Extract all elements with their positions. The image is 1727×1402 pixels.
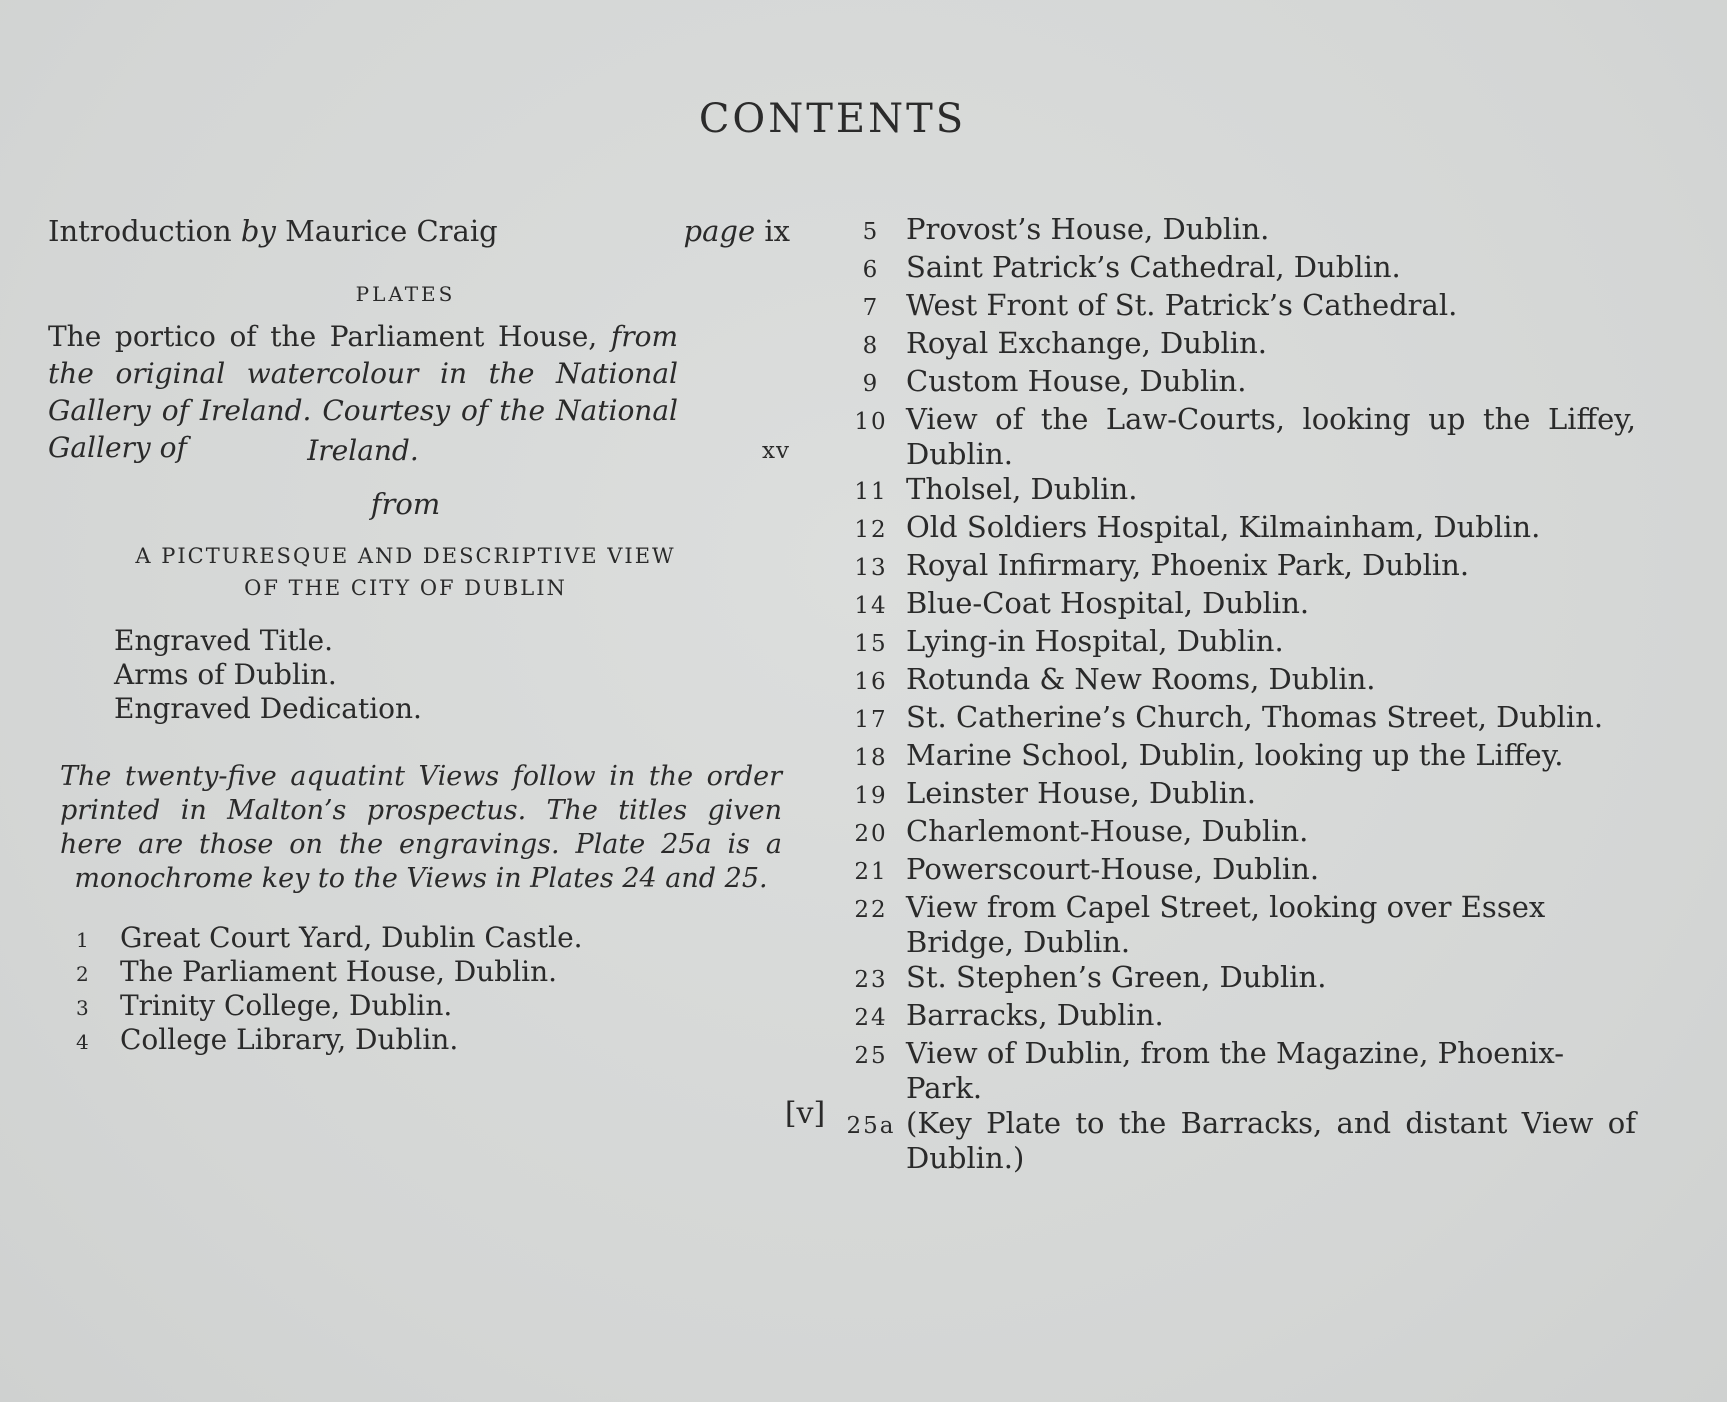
- plate-entry: [836, 548, 1636, 586]
- plate-title: Saint Patrick’s Cathedral, Dublin.: [906, 250, 1401, 284]
- plate-number: 1: [76, 928, 89, 952]
- plate-title: St. Stephen’s Green, Dublin.: [906, 960, 1327, 994]
- plate-number: 11: [854, 479, 888, 505]
- plate-title: Royal Infirmary, Phoenix Park, Dublin.: [906, 548, 1470, 582]
- plate-entry: [836, 662, 1636, 700]
- plate-title: Great Court Yard, Dublin Castle.: [120, 921, 583, 954]
- from-label: from: [370, 487, 441, 521]
- series-title: [48, 540, 763, 604]
- plate-title: Trinity College, Dublin.: [120, 989, 453, 1022]
- plate-number: 7: [862, 295, 880, 321]
- plates-list-left: [76, 922, 583, 1058]
- plate-number: 12: [854, 517, 888, 543]
- plate-title: Charlemont-House, Dublin.: [906, 814, 1309, 848]
- plate-entry: [836, 212, 1636, 250]
- plate-title: Custom House, Dublin.: [906, 364, 1247, 398]
- plate-entry: [836, 852, 1636, 890]
- plate-entry: [76, 990, 583, 1024]
- plate-entry: [836, 586, 1636, 624]
- intro-page-number: ix: [764, 214, 790, 248]
- plate-number: 19: [854, 783, 888, 809]
- plate-title: (Key Plate to the Barracks, and distant View of Dublin.): [906, 1106, 1636, 1175]
- plate-number: 6: [862, 257, 880, 283]
- plate-number: 13: [854, 555, 888, 581]
- plate-entry: [836, 402, 1636, 472]
- plate-entry: [836, 960, 1636, 998]
- frontispiece-credit-end: Ireland.: [307, 434, 419, 467]
- plate-number: 4: [76, 1030, 89, 1054]
- introduction-entry: [48, 214, 790, 248]
- plate-number: 24: [854, 1005, 888, 1031]
- plate-number: 20: [854, 821, 888, 847]
- plate-entry: [836, 364, 1636, 402]
- plate-number: 9: [862, 371, 880, 397]
- plate-number: 17: [854, 707, 888, 733]
- series-title-line-2: OF THE CITY OF DUBLIN: [244, 576, 567, 600]
- plate-entry: [836, 998, 1636, 1036]
- plate-title: View from Capel Street, looking over Essex Bridge, Dublin.: [906, 890, 1546, 959]
- plate-title: Leinster House, Dublin.: [906, 776, 1256, 810]
- plate-title: Rotunda & New Rooms, Dublin.: [906, 662, 1376, 696]
- plate-number: 10: [854, 409, 888, 435]
- prelim-item: Engraved Dedication.: [114, 692, 422, 725]
- prelims-list: [114, 624, 422, 726]
- plate-number: 3: [76, 996, 89, 1020]
- plate-entry: [836, 326, 1636, 364]
- plate-entry: [836, 472, 1636, 510]
- plate-title: View of Dublin, from the Magazine, Phoenix-Park.: [906, 1036, 1565, 1105]
- plate-entry: [836, 700, 1636, 738]
- plate-number: 5: [862, 219, 880, 245]
- page-word: page: [683, 214, 756, 248]
- plate-number: 14: [854, 593, 888, 619]
- plate-title: View of the Law-Courts, looking up the Liffey, Dublin.: [906, 402, 1636, 471]
- plate-title: Powerscourt-House, Dublin.: [906, 852, 1320, 886]
- plate-number: 25: [854, 1043, 888, 1069]
- plate-title: St. Catherine’s Church, Thomas Street, Dublin.: [906, 700, 1604, 734]
- plate-title: West Front of St. Patrick’s Cathedral.: [906, 288, 1458, 322]
- plate-title: Barracks, Dublin.: [906, 998, 1164, 1032]
- plate-number: 18: [854, 745, 888, 771]
- plates-list-right: [836, 212, 1636, 1176]
- plate-number: 8: [862, 333, 880, 359]
- plate-number: 22: [854, 897, 888, 923]
- plate-title: College Library, Dublin.: [120, 1023, 459, 1056]
- plate-entry: [836, 250, 1636, 288]
- plate-title: Marine School, Dublin, looking up the Liffey.: [906, 738, 1564, 772]
- frontispiece-credit: from the original watercolour in the National Gallery of Ireland. Courtesy of the National Gallery of: [48, 320, 678, 464]
- series-title-line-1: A PICTURESQUE AND DESCRIPTIVE VIEW: [135, 544, 676, 568]
- plate-title: Tholsel, Dublin.: [906, 472, 1138, 506]
- introduction-page-ref: [684, 214, 790, 248]
- plate-entry: [836, 890, 1636, 960]
- page-number: [v]: [784, 1096, 826, 1131]
- plate-number: 15: [854, 631, 888, 657]
- plate-title: Provost’s House, Dublin.: [906, 212, 1270, 246]
- plate-entry: [836, 814, 1636, 852]
- plate-entry: [836, 776, 1636, 814]
- prelim-item: Arms of Dublin.: [114, 658, 337, 691]
- intro-author: Maurice Craig: [285, 214, 498, 248]
- plate-entry: [836, 288, 1636, 326]
- prelim-item: Engraved Title.: [114, 624, 333, 657]
- plate-number: 21: [854, 859, 888, 885]
- plate-title: Old Soldiers Hospital, Kilmainham, Dublin.: [906, 510, 1541, 544]
- plates-heading: PLATES: [355, 282, 456, 306]
- frontispiece-title: The portico of the Parliament House,: [48, 320, 598, 353]
- plate-title: Blue-Coat Hospital, Dublin.: [906, 586, 1310, 620]
- plate-entry: [76, 1024, 583, 1058]
- page-title: CONTENTS: [698, 96, 967, 142]
- plate-entry: [76, 956, 583, 990]
- plate-entry: [836, 624, 1636, 662]
- intro-label: Introduction: [48, 214, 232, 248]
- plates-note: The twenty-five aquatint Views follow in the order printed in Malton’s prospectus. The titles given here are those on the engravings. Plate 25a is a monochrome key to the Views in Plates 24 and 25.: [60, 761, 782, 894]
- frontispiece-page-number: xv: [762, 438, 790, 464]
- plate-number: 25a: [846, 1113, 896, 1139]
- introduction-title: [48, 214, 498, 248]
- plate-title: Lying-in Hospital, Dublin.: [906, 624, 1284, 658]
- plate-entry: [836, 738, 1636, 776]
- plate-number: 2: [76, 962, 89, 986]
- plate-entry: [836, 510, 1636, 548]
- plate-title: Royal Exchange, Dublin.: [906, 326, 1267, 360]
- plate-title: The Parliament House, Dublin.: [120, 955, 558, 988]
- plate-entry: [76, 922, 583, 956]
- plate-number: 23: [854, 967, 888, 993]
- plate-number: 16: [854, 669, 888, 695]
- intro-by: by: [240, 214, 276, 248]
